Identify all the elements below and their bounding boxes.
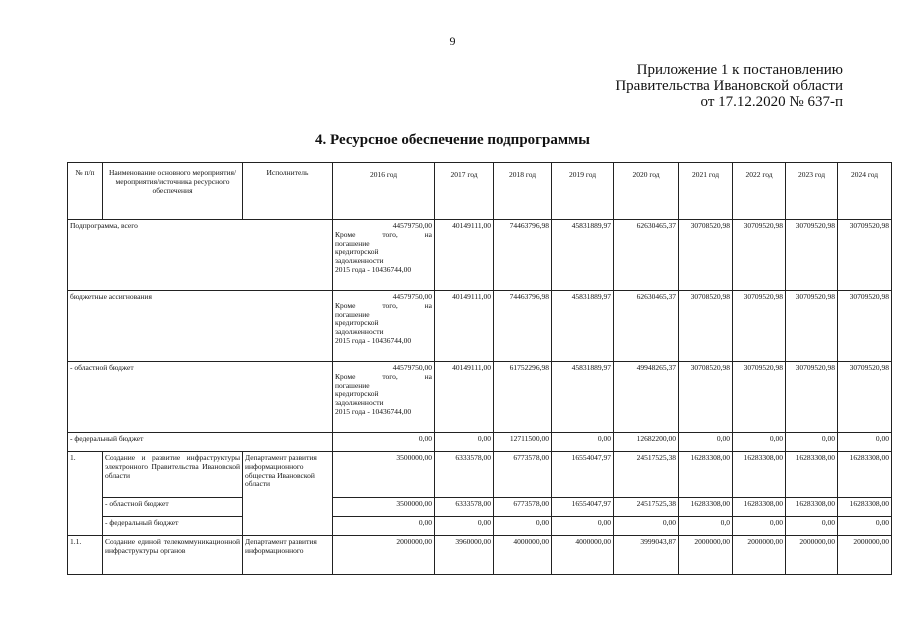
- header-year: 2021 год: [679, 163, 733, 220]
- cell-value: 2000000,00: [838, 536, 892, 575]
- header-year: 2024 год: [838, 163, 892, 220]
- credit-note-line: Кроме того, на: [335, 371, 432, 381]
- cell-value: 0,00: [333, 517, 435, 536]
- header-year: 2016 год: [333, 163, 435, 220]
- cell-value: 0,00: [614, 517, 679, 536]
- header-year: 2023 год: [786, 163, 838, 220]
- cell-value: 0,00: [552, 433, 614, 452]
- cell-value: 40149111,00: [435, 220, 494, 291]
- row-label: - областной бюджет: [68, 362, 333, 433]
- header-num: № п/п: [68, 163, 103, 220]
- cell-value: 16283308,00: [786, 452, 838, 498]
- credit-note-line: погашение: [335, 238, 370, 248]
- cell-value: 0,00: [435, 433, 494, 452]
- appendix-line-2: Правительства Ивановской области: [615, 78, 843, 94]
- cell-value: 30709520,98: [733, 291, 786, 362]
- item-executor: Департамент развития информационного общества Ивановской области: [243, 452, 333, 536]
- cell-value: 30709520,98: [786, 220, 838, 291]
- row-label: - федеральный бюджет: [103, 517, 243, 536]
- cell-2016-with-note: [333, 362, 435, 433]
- credit-note-line: Кроме того, на: [335, 229, 432, 239]
- header-year: 2020 год: [614, 163, 679, 220]
- credit-note-line: кредиторской: [335, 247, 379, 257]
- cell-value: 30709520,98: [733, 220, 786, 291]
- table-row: [68, 291, 892, 362]
- cell-value: 2000000,00: [786, 536, 838, 575]
- cell-value: 0,00: [838, 433, 892, 452]
- table-header-row: [68, 163, 892, 220]
- credit-note-line: кредиторской: [335, 389, 379, 399]
- cell-value: 2000000,00: [733, 536, 786, 575]
- cell-value: 0,0: [679, 517, 733, 536]
- credit-note-line: 2015 года - 10436744,00: [335, 335, 412, 345]
- cell-value: 0,00: [733, 517, 786, 536]
- cell-value: 16283308,00: [838, 452, 892, 498]
- cell-value: 16554047,97: [552, 452, 614, 498]
- cell-value: 40149111,00: [435, 291, 494, 362]
- cell-value: 30709520,98: [786, 362, 838, 433]
- cell-value: 16283308,00: [786, 498, 838, 517]
- cell-value: 16283308,00: [733, 452, 786, 498]
- cell-value: 0,00: [679, 433, 733, 452]
- cell-value: 3960000,00: [435, 536, 494, 575]
- cell-value: 6773578,00: [494, 498, 552, 517]
- cell-value: 30709520,98: [733, 362, 786, 433]
- cell-2016-with-note: [333, 220, 435, 291]
- credit-note-line: задолженности: [335, 327, 384, 337]
- header-year: 2019 год: [552, 163, 614, 220]
- cell-value: 61752296,98: [494, 362, 552, 433]
- header-name: Наименование основного мероприятия/мероприятия/источника ресурсного обеспечения: [103, 163, 243, 220]
- credit-note-line: погашение: [335, 309, 370, 319]
- cell-value: 16283308,00: [733, 498, 786, 517]
- appendix-line-3: от 17.12.2020 № 637-п: [700, 94, 843, 110]
- cell-value: 45831889,97: [552, 362, 614, 433]
- credit-note-line: 2015 года - 10436744,00: [335, 264, 412, 274]
- cell-value: 16283308,00: [838, 498, 892, 517]
- cell-value: 16283308,00: [679, 452, 733, 498]
- cell-value: 6333578,00: [435, 498, 494, 517]
- header-year: 2018 год: [494, 163, 552, 220]
- cell-value: 3500000,00: [333, 498, 435, 517]
- cell-value: 0,00: [786, 517, 838, 536]
- cell-value: 30708520,98: [679, 291, 733, 362]
- header-year: 2022 год: [733, 163, 786, 220]
- header-executor: Исполнитель: [243, 163, 333, 220]
- credit-note-line: кредиторской: [335, 318, 379, 328]
- table-row: [68, 452, 892, 498]
- cell-value: 12682200,00: [614, 433, 679, 452]
- cell-value: 49948265,37: [614, 362, 679, 433]
- table-row: [68, 362, 892, 433]
- cell-2016-with-note: [333, 291, 435, 362]
- cell-value: 0,00: [333, 433, 435, 452]
- cell-value: 0,00: [733, 433, 786, 452]
- resource-table: [67, 162, 892, 575]
- cell-value: 4000000,00: [494, 536, 552, 575]
- cell-value: 44579750,00: [392, 292, 432, 301]
- credit-note-line: Кроме того, на: [335, 300, 432, 310]
- cell-value: 44579750,00: [392, 221, 432, 230]
- cell-value: 62630465,37: [614, 220, 679, 291]
- header-year: 2017 год: [435, 163, 494, 220]
- cell-value: 16554047,97: [552, 498, 614, 517]
- item-name: Создание и развитие инфраструктуры электронного Правительства Ивановской области: [103, 452, 243, 498]
- cell-value: 30708520,98: [679, 362, 733, 433]
- cell-value: 3999043,87: [614, 536, 679, 575]
- cell-value: 45831889,97: [552, 220, 614, 291]
- cell-value: 2000000,00: [333, 536, 435, 575]
- cell-value: 0,00: [494, 517, 552, 536]
- row-label: - областной бюджет: [103, 498, 243, 517]
- item-number: 1.: [68, 452, 103, 536]
- row-label: бюджетные ассигнования: [68, 291, 333, 362]
- appendix-line-1: Приложение 1 к постановлению: [636, 62, 843, 78]
- row-label: Подпрограмма, всего: [68, 220, 333, 291]
- cell-value: 30709520,98: [838, 291, 892, 362]
- cell-value: 74463796,98: [494, 291, 552, 362]
- cell-value: 44579750,00: [392, 363, 432, 372]
- credit-note-line: 2015 года - 10436744,00: [335, 406, 412, 416]
- table-row: [68, 517, 892, 536]
- cell-value: 30709520,98: [838, 220, 892, 291]
- cell-value: 0,00: [786, 433, 838, 452]
- page-number: 9: [449, 34, 456, 48]
- cell-value: 4000000,00: [552, 536, 614, 575]
- appendix-block: [615, 62, 843, 110]
- cell-value: 30708520,98: [679, 220, 733, 291]
- cell-value: 6773578,00: [494, 452, 552, 498]
- table-row: [68, 498, 892, 517]
- cell-value: 40149111,00: [435, 362, 494, 433]
- cell-value: 2000000,00: [679, 536, 733, 575]
- cell-value: 74463796,98: [494, 220, 552, 291]
- cell-value: 0,00: [838, 517, 892, 536]
- cell-value: 16283308,00: [679, 498, 733, 517]
- cell-value: 3500000,00: [333, 452, 435, 498]
- item-number: 1.1.: [68, 536, 103, 575]
- cell-value: 12711500,00: [494, 433, 552, 452]
- table-row: [68, 220, 892, 291]
- cell-value: 0,00: [552, 517, 614, 536]
- row-label: - федеральный бюджет: [68, 433, 333, 452]
- cell-value: 45831889,97: [552, 291, 614, 362]
- credit-note-line: погашение: [335, 380, 370, 390]
- cell-value: 0,00: [435, 517, 494, 536]
- cell-value: 24517525,38: [614, 498, 679, 517]
- cell-value: 62630465,37: [614, 291, 679, 362]
- table-row: [68, 536, 892, 575]
- table-row: [68, 433, 892, 452]
- credit-note-line: задолженности: [335, 398, 384, 408]
- item-name: Создание единой телекоммуникационной инфраструктуры органов: [103, 536, 243, 575]
- item-executor: Департамент развития информационного: [243, 536, 333, 575]
- cell-value: 30709520,98: [838, 362, 892, 433]
- credit-note-line: задолженности: [335, 256, 384, 266]
- section-title: 4. Ресурсное обеспечение подпрограммы: [315, 132, 590, 148]
- cell-value: 30709520,98: [786, 291, 838, 362]
- cell-value: 6333578,00: [435, 452, 494, 498]
- cell-value: 24517525,38: [614, 452, 679, 498]
